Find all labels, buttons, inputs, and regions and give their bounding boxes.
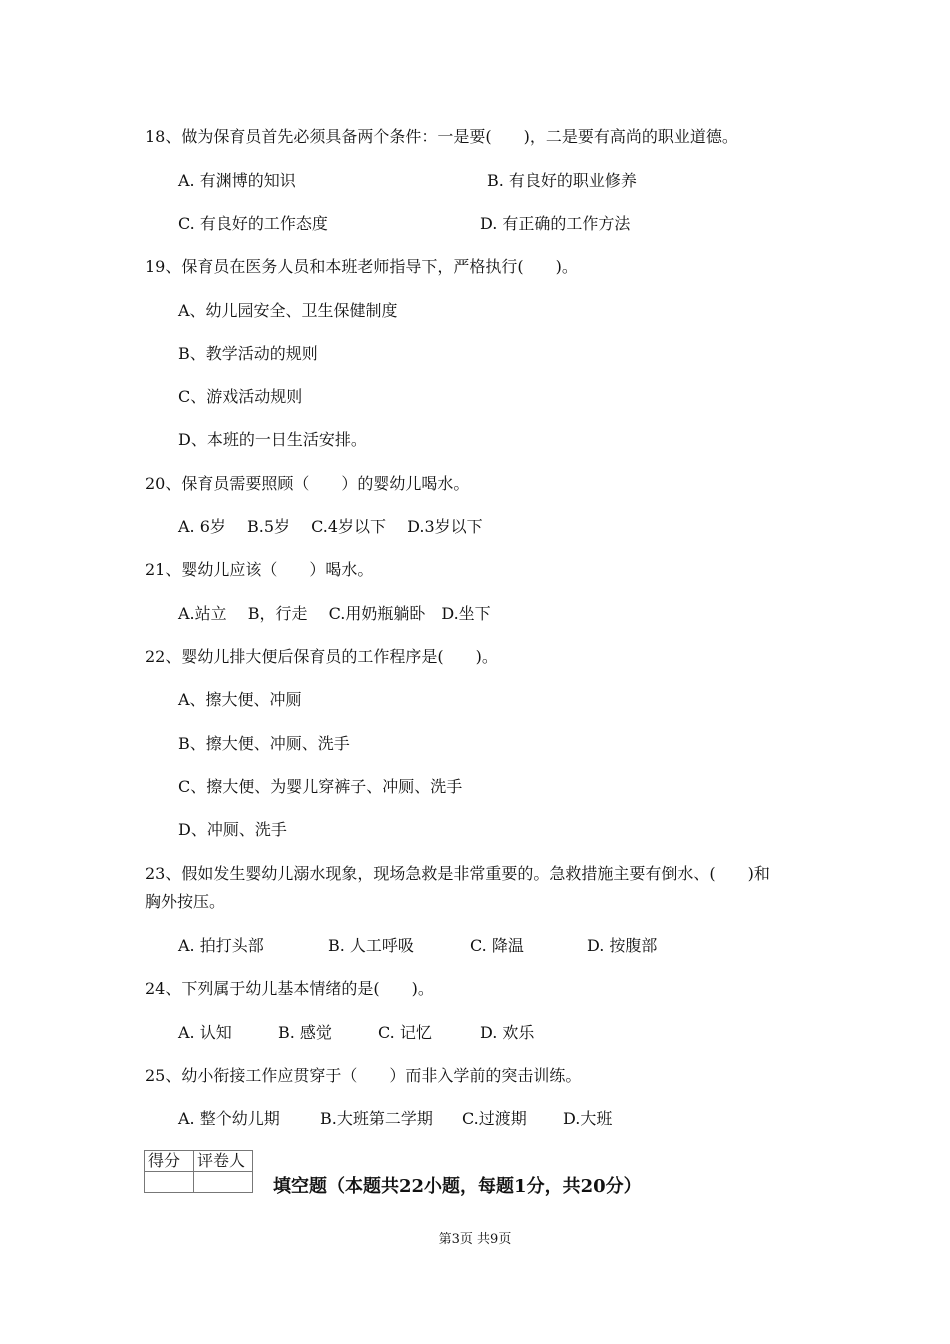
options-20: A. 6岁 B.5岁 C.4岁以下 D.3岁以下 — [178, 517, 483, 536]
question-22: 22、婴幼儿排大便后保育员的工作程序是( )。 — [145, 647, 498, 666]
score-header: 得分 — [145, 1151, 194, 1172]
option-18-d: D. 有正确的工作方法 — [480, 214, 631, 233]
question-24: 24、下列属于幼儿基本情绪的是( )。 — [145, 979, 434, 998]
score-cell — [145, 1172, 194, 1193]
page-footer: 第3页 共9页 — [438, 1232, 512, 1247]
section-title: 填空题（本题共22小题，每题1分，共20分） — [273, 1176, 642, 1197]
option-19-a: A、幼儿园安全、卫生保健制度 — [178, 301, 398, 320]
option-18-c: C. 有良好的工作态度 — [178, 214, 328, 233]
option-22-d: D、冲厕、洗手 — [178, 820, 287, 839]
option-24-b: B. 感觉 — [278, 1023, 332, 1042]
option-23-d: D. 按腹部 — [587, 936, 658, 955]
option-18-b: B. 有良好的职业修养 — [487, 171, 637, 190]
option-25-a: A. 整个幼儿期 — [178, 1109, 280, 1128]
option-19-d: D、本班的一日生活安排。 — [178, 430, 367, 449]
grader-header: 评卷人 — [194, 1151, 253, 1172]
question-23-line1: 23、假如发生婴幼儿溺水现象，现场急救是非常重要的。急救措施主要有倒水、( )和 — [145, 864, 770, 883]
question-21: 21、婴幼儿应该（ ）喝水。 — [145, 560, 374, 579]
question-19: 19、保育员在医务人员和本班老师指导下，严格执行( )。 — [145, 257, 578, 276]
question-20: 20、保育员需要照顾（ ）的婴幼儿喝水。 — [145, 474, 470, 493]
question-23-line2: 胸外按压。 — [145, 892, 226, 911]
option-24-a: A. 认知 — [178, 1023, 232, 1042]
score-table — [144, 1150, 253, 1193]
option-19-b: B、教学活动的规则 — [178, 344, 318, 363]
option-19-c: C、游戏活动规则 — [178, 387, 303, 406]
option-23-c: C. 降温 — [470, 936, 524, 955]
question-18: 18、做为保育员首先必须具备两个条件：一是要( )，二是要有高尚的职业道德。 — [145, 127, 738, 146]
option-24-d: D. 欢乐 — [480, 1023, 535, 1042]
grader-cell — [194, 1172, 253, 1193]
option-22-c: C、擦大便、为婴儿穿裤子、冲厕、洗手 — [178, 777, 463, 796]
option-23-b: B. 人工呼吸 — [328, 936, 414, 955]
option-25-c: C.过渡期 — [462, 1109, 527, 1128]
option-23-a: A. 拍打头部 — [178, 936, 264, 955]
option-22-a: A、擦大便、冲厕 — [178, 690, 302, 709]
question-25: 25、幼小衔接工作应贯穿于（ ）而非入学前的突击训练。 — [145, 1066, 582, 1085]
option-25-d: D.大班 — [563, 1109, 613, 1128]
option-18-a: A. 有渊博的知识 — [178, 171, 296, 190]
options-21: A.站立 B，行走 C.用奶瓶躺卧 D.坐下 — [178, 604, 491, 623]
option-22-b: B、擦大便、冲厕、洗手 — [178, 734, 350, 753]
option-24-c: C. 记忆 — [378, 1023, 432, 1042]
option-25-b: B.大班第二学期 — [320, 1109, 433, 1128]
